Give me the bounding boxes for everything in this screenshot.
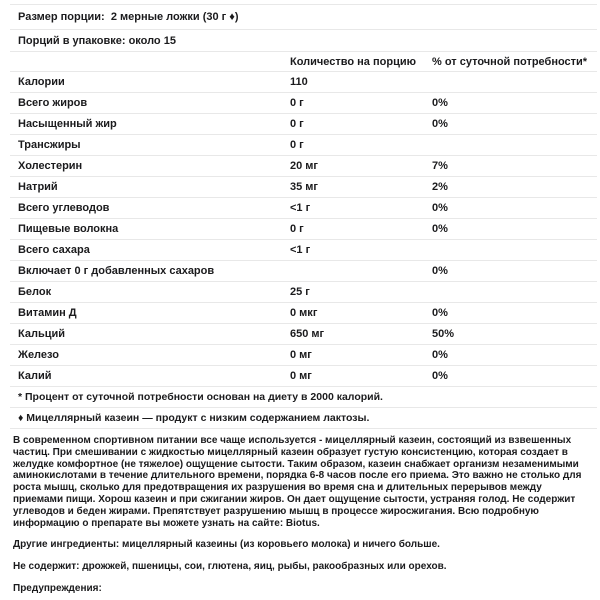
daily-value-footnote-row <box>10 387 597 408</box>
table-row <box>10 156 597 177</box>
nutrient-label: Железо <box>18 349 59 361</box>
nutrient-daily-value: 0% <box>432 223 448 235</box>
nutrition-table <box>10 4 597 429</box>
table-row <box>10 261 597 282</box>
table-row <box>10 93 597 114</box>
nutrient-amount: 0 г <box>290 118 304 130</box>
nutrient-label: Всего сахара <box>18 244 90 256</box>
nutrient-amount: 650 мг <box>290 328 325 340</box>
nutrient-label: Кальций <box>18 328 66 340</box>
serving-size-row <box>10 5 597 30</box>
nutrient-amount: 0 г <box>290 97 304 109</box>
daily-value-footnote: * Процент от суточной потребности основан на диету в 2000 калорий. <box>18 391 383 403</box>
table-row <box>10 72 597 93</box>
nutrient-amount: 35 мг <box>290 181 319 193</box>
nutrient-amount: 0 мг <box>290 370 312 382</box>
nutrient-amount: 0 г <box>290 223 304 235</box>
amount-column-header: Количество на порцию <box>290 55 416 68</box>
nutrient-label: Всего углеводов <box>18 202 110 214</box>
table-row <box>10 135 597 156</box>
servings-per-container-row <box>10 30 597 52</box>
casein-footnote: ♦ Мицеллярный казеин — продукт с низким содержанием лактозы. <box>18 412 370 424</box>
nutrient-daily-value: 0% <box>432 370 448 382</box>
table-row <box>10 198 597 219</box>
nutrient-amount: 110 <box>290 76 308 88</box>
nutrient-label: Белок <box>18 286 52 298</box>
nutrient-daily-value: 0% <box>432 349 448 361</box>
table-row <box>10 303 597 324</box>
table-row <box>10 366 597 387</box>
nutrient-label: Натрий <box>18 181 58 193</box>
nutrient-label: Калий <box>18 370 52 382</box>
nutrient-label: Трансжиры <box>18 139 81 151</box>
nutrient-daily-value: 0% <box>432 118 448 130</box>
daily-value-column-header: % от суточной потребности* <box>432 55 588 68</box>
nutrient-amount: <1 г <box>290 244 311 256</box>
table-row <box>10 282 597 303</box>
product-description: В современном спортивном питании все чаще используется - мицеллярный казеин, состоящий из взвешенных частиц. При смешивании с жидкостью мицеллярный казеин образует густую консистенцию, которая создает в желудке комфортное (не тяжелое) ощущение сытости. Таким образом, казеин снабжает организм незаменимыми аминокислотами в течение длительного времени, порядка 6-8 часов после его приема. Это важно не столько для роста мышц, сколько для предотвращения их разрушения во время сна и длительных перерывов между приемами пищи. Хорош казеин и при сжигании жиров. Он дает ощущение сытости, устраняя голод. Не содержит углеводов и беден жирами. Препятствует разрушению мышц в процессе жиросжигания. Всю подробную информацию о препарате вы можете узнать на сайте: Biotus. <box>13 435 582 529</box>
free-from-text: Не содержит: дрожжей, пшеницы, сои, глютена, яиц, рыбы, ракообразных или орехов. <box>13 561 447 573</box>
table-header-row <box>10 52 597 72</box>
nutrient-daily-value: 0% <box>432 202 448 214</box>
nutrient-label: Витамин Д <box>18 307 77 319</box>
casein-footnote-row <box>10 408 597 429</box>
table-row <box>10 324 597 345</box>
servings-per-container-label: Порций в упаковке: около 15 <box>18 34 176 47</box>
table-row <box>10 345 597 366</box>
nutrient-label: Холестерин <box>18 160 83 172</box>
table-row <box>10 219 597 240</box>
nutrient-amount: 0 мг <box>290 349 312 361</box>
nutrient-amount: 25 г <box>290 286 310 298</box>
table-row <box>10 240 597 261</box>
nutrient-amount: <1 г <box>290 202 311 214</box>
nutrient-amount: 0 мкг <box>290 307 318 319</box>
other-ingredients-text: Другие ингредиенты: мицеллярный казеины (из коровьего молока) и ничего больше. <box>13 539 440 551</box>
nutrient-daily-value: 50% <box>432 328 455 340</box>
nutrient-label: Пищевые волокна <box>18 223 119 235</box>
nutrient-daily-value: 2% <box>432 181 448 193</box>
nutrient-label: Калории <box>18 76 65 88</box>
nutrient-label: Включает 0 г добавленных сахаров <box>18 265 215 277</box>
nutrient-daily-value: 0% <box>432 307 448 319</box>
nutrient-amount: 20 мг <box>290 160 319 172</box>
nutrient-daily-value: 0% <box>432 265 448 277</box>
table-row <box>10 114 597 135</box>
nutrient-label: Всего жиров <box>18 97 88 109</box>
nutrient-amount: 0 г <box>290 139 304 151</box>
table-row <box>10 177 597 198</box>
nutrient-label: Насыщенный жир <box>18 118 117 130</box>
nutrient-daily-value: 0% <box>432 97 448 109</box>
warnings-heading: Предупреждения: <box>13 583 102 595</box>
serving-size-label: Размер порции: 2 мерные ложки (30 г ♦) <box>18 11 239 23</box>
nutrient-daily-value: 7% <box>432 160 448 172</box>
